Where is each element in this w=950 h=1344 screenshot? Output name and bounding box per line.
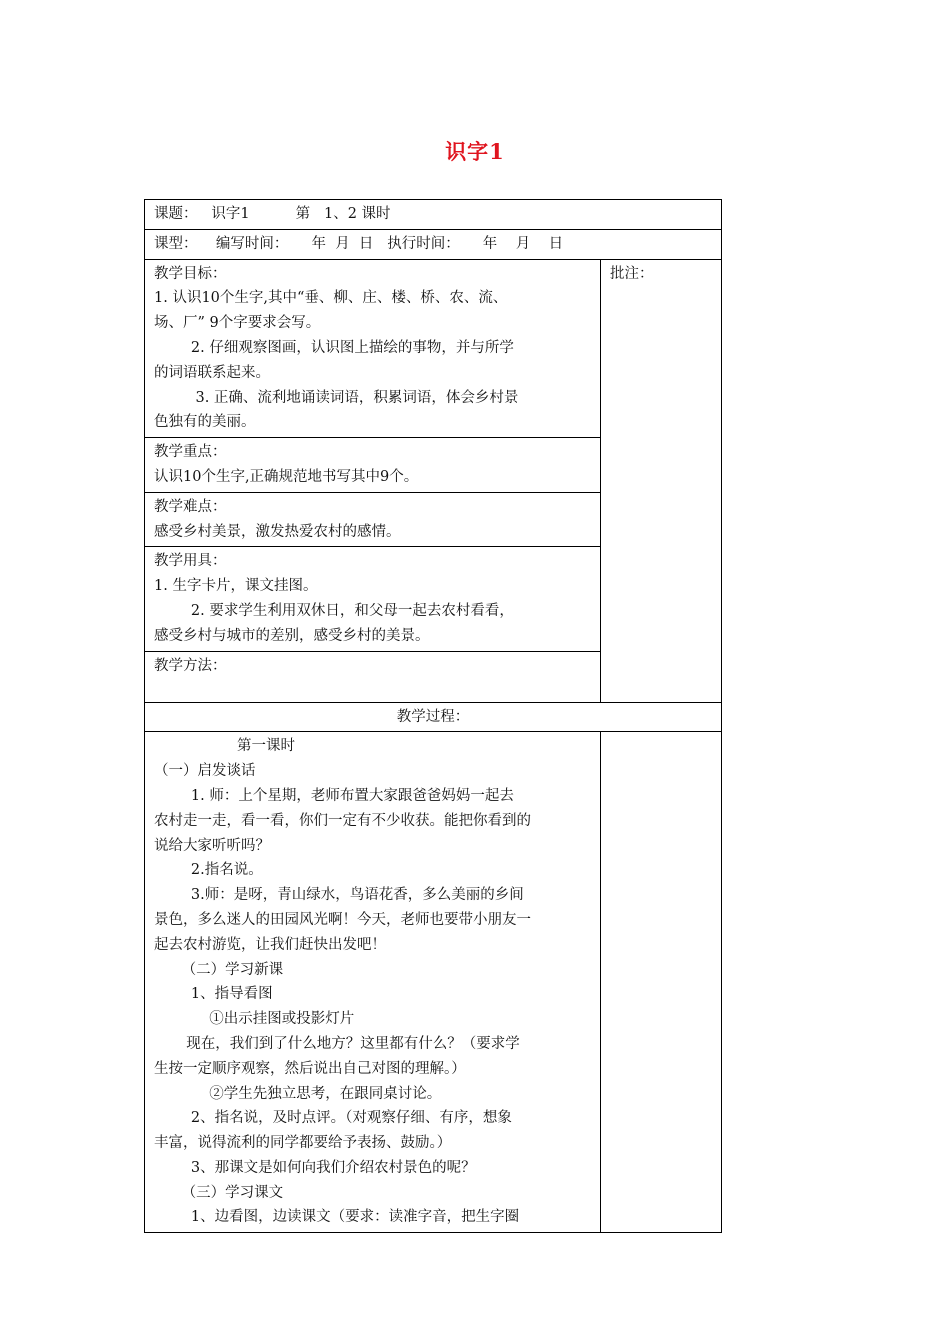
process-line: 2、指名说，及时点评。（对观察仔细、有序，想象 [154, 1110, 512, 1127]
process-line: 农村走一走，看一看，你们一定有不少收获。能把你看到的 [154, 812, 531, 829]
methods-cell [145, 651, 601, 702]
header-row-type [145, 229, 722, 259]
tools-line: 1. 生字卡片，课文挂图。 [154, 578, 318, 595]
objectives-row [145, 259, 722, 438]
process-line: 2.指名说。 [154, 862, 263, 879]
objective-line: 2. 仔细观察图画，认识图上描绘的事物，并与所学 [154, 339, 514, 356]
difficulties-text: 感受乡村美景，激发热爱农村的感情。 [154, 523, 401, 540]
process-line: 说给大家听听吗？ [154, 837, 270, 854]
header-row-topic [145, 200, 722, 230]
process-line: （二）学习新课 [154, 961, 284, 978]
process-line: 1. 师：上个星期，老师布置大家跟爸爸妈妈一起去 [154, 787, 514, 804]
objective-line: 场、厂” 9个字要求会写。 [154, 315, 321, 332]
process-line: 1、边看图，边读课文（要求：读准字音，把生字圈 [154, 1209, 520, 1226]
key-points-cell [145, 438, 601, 493]
annotation-cell [601, 259, 722, 702]
process-header-row [145, 702, 722, 732]
tools-line: 2. 要求学生利用双休日，和父母一起去农村看看， [154, 602, 514, 619]
methods-label: 教学方法： [154, 657, 227, 674]
annotation-label: 批注： [610, 265, 654, 282]
topic-cell: 课题： 识字1 第 1、2 课时 [145, 200, 722, 230]
process-line: 3.师：是呀，青山绿水，鸟语花香，多么美丽的乡间 [154, 887, 524, 904]
process-line: 生按一定顺序观察，然后说出自己对图的理解。） [154, 1060, 466, 1077]
process-label: 教学过程： [145, 702, 722, 732]
process-line: 3、那课文是如何向我们介绍农村景色的呢？ [154, 1159, 476, 1176]
objective-line: 色独有的美丽。 [154, 414, 256, 431]
objective-line: 1. 认识10个生字,其中“垂、柳、庄、楼、桥、农、流、 [154, 290, 508, 307]
type-time-cell: 课型： 编写时间： 年 月 日 执行时间： 年 月 日 [145, 229, 722, 259]
process-line: （一）启发谈话 [154, 763, 256, 780]
page-title: 识字1 [445, 139, 505, 164]
tools-line: 感受乡村与城市的差别，感受乡村的美景。 [154, 627, 430, 644]
process-line: 1、指导看图 [154, 986, 273, 1003]
process-line: 景色，多么迷人的田园风光啊！今天，老师也要带小朋友一 [154, 911, 531, 928]
objectives-label: 教学目标： [154, 265, 227, 282]
process-line: （三）学习课文 [154, 1184, 284, 1201]
process-line: 起去农村游览，让我们赶快出发吧！ [154, 936, 386, 953]
process-line: ②学生先独立思考，在跟同桌讨论。 [154, 1085, 442, 1102]
objective-line: 3. 正确、流利地诵读词语，积累词语，体会乡村景 [154, 389, 519, 406]
lesson-plan-table [144, 199, 722, 1233]
tools-cell [145, 547, 601, 651]
difficulties-cell [145, 492, 601, 547]
process-line: ①出示挂图或投影灯片 [154, 1011, 355, 1028]
objectives-cell [145, 259, 601, 438]
process-cell [145, 732, 601, 1233]
difficulties-label: 教学难点： [154, 498, 227, 515]
process-line: 现在，我们到了什么地方？这里都有什么？（要求学 [154, 1035, 520, 1052]
key-points-label: 教学重点： [154, 444, 227, 461]
process-line: 丰富，说得流利的同学都要给予表扬、鼓励。） [154, 1135, 452, 1152]
process-annotation-cell [601, 732, 722, 1233]
process-line: 第一课时 [154, 738, 295, 755]
tools-label: 教学用具： [154, 553, 227, 570]
objective-line: 的词语联系起来。 [154, 364, 270, 381]
key-points-text: 认识10个生字,正确规范地书写其中9个。 [154, 468, 419, 485]
process-row [145, 732, 722, 1233]
